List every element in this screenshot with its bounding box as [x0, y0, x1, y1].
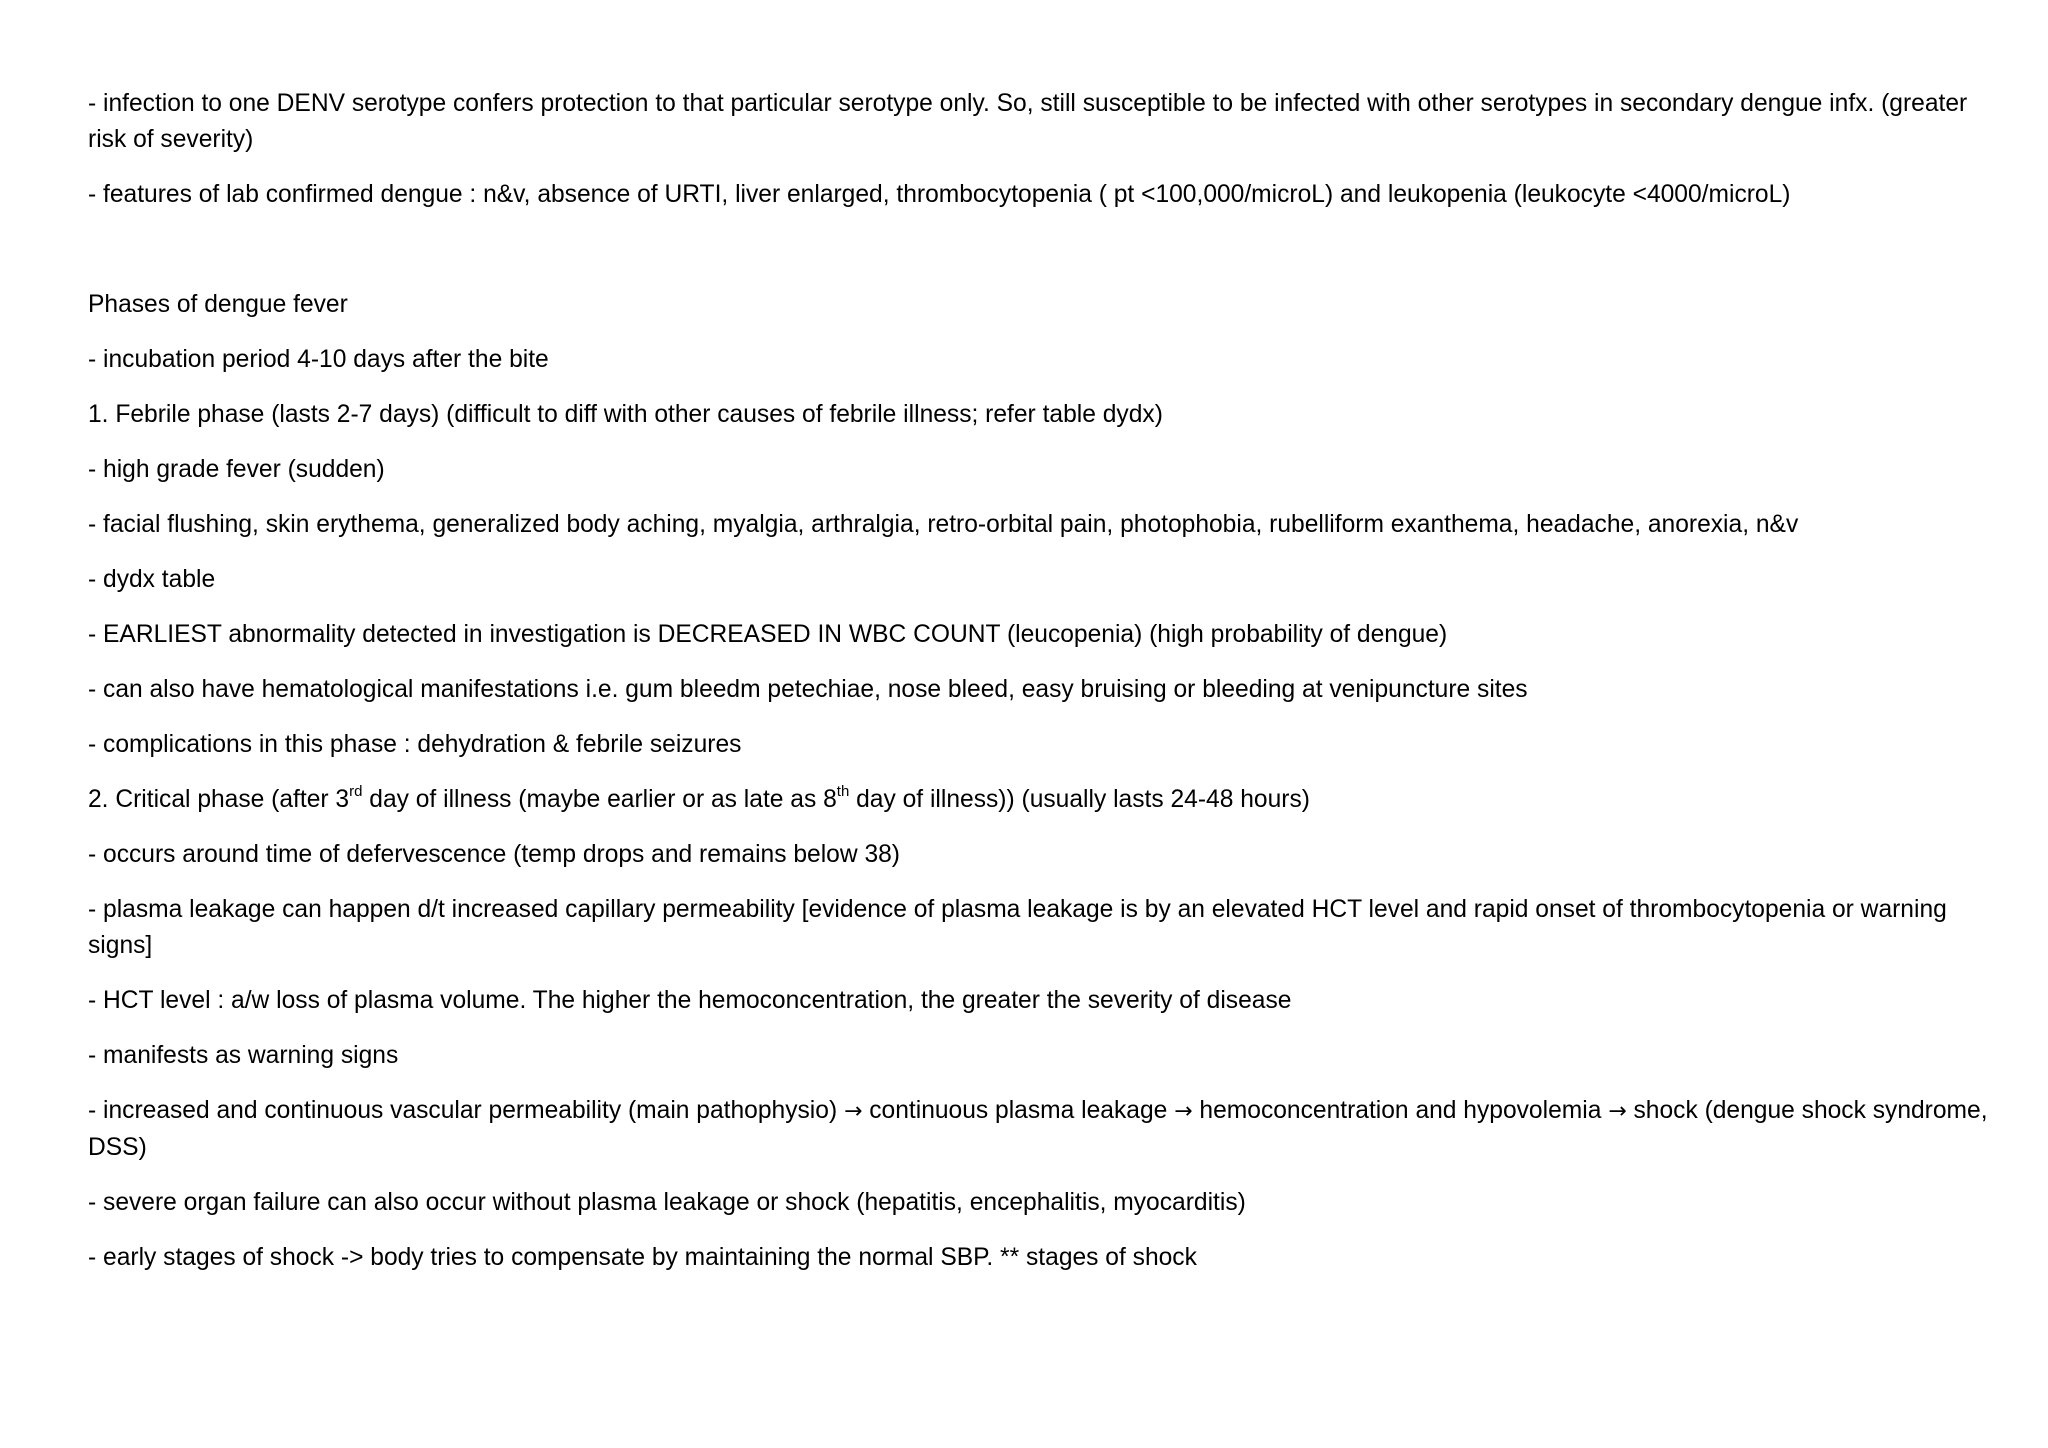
paragraph-defervescence: - occurs around time of defervescence (temp drops and remains below 38) — [88, 841, 900, 868]
paragraph-hct-level: - HCT level : a/w loss of plasma volume. The higher the hemoconcentration, the greater the severity of disease — [88, 987, 1292, 1014]
chain-text-b: continuous plasma leakage — [862, 1097, 1175, 1124]
paragraph-warning-signs: - manifests as warning signs — [88, 1042, 399, 1069]
superscript-rd: rd — [349, 782, 363, 800]
paragraph-organ-failure: - severe organ failure can also occur without plasma leakage or shock (hepatitis, encephalitis, myocarditis) — [88, 1189, 1246, 1216]
paragraph-dydx-table: - dydx table — [88, 566, 216, 593]
paragraph-critical-phase — [88, 782, 1988, 818]
chain-text-d: shock (dengue shock syndrome, DSS) — [88, 1097, 1988, 1161]
paragraph-pathophysio-chain — [88, 1093, 1988, 1166]
critical-phase-text-b: day of illness (maybe earlier or as late as 8 — [362, 786, 837, 813]
arrow-right-icon: → — [1174, 1099, 1193, 1124]
paragraph-plasma-leakage: - plasma leakage can happen d/t increased capillary permeability [evidence of plasma leakage is by an elevated HCT level and rapid onset of thrombocytopenia or warning signs] — [88, 896, 1947, 959]
paragraph-febrile-phase: 1. Febrile phase (lasts 2-7 days) (difficult to diff with other causes of febrile illness; refer table dydx) — [88, 401, 1163, 428]
superscript-th: th — [836, 782, 850, 800]
critical-phase-text-a: 2. Critical phase (after 3 — [88, 786, 350, 813]
blank-line — [88, 232, 1988, 287]
critical-phase-text-c: day of illness)) (usually lasts 24-48 hours) — [849, 786, 1310, 813]
document-page — [88, 86, 1988, 1295]
paragraph-incubation: - incubation period 4-10 days after the bite — [88, 346, 549, 373]
paragraph-high-fever: - high grade fever (sudden) — [88, 456, 385, 483]
paragraph-serotype-protection: - infection to one DENV serotype confers protection to that particular serotype only. So, still susceptible to be infected with other serotypes in secondary dengue infx. (greater risk of severity) — [88, 90, 1968, 153]
paragraph-lab-features: - features of lab confirmed dengue : n&v, absence of URTI, liver enlarged, thrombocytopenia ( pt <100,000/microL) and leukopenia (leukocyte <4000/microL) — [88, 181, 1791, 208]
arrow-right-icon: → — [843, 1099, 863, 1124]
paragraph-early-shock: - early stages of shock -> body tries to compensate by maintaining the normal SBP. ** stages of shock — [88, 1244, 1197, 1271]
paragraph-symptoms: - facial flushing, skin erythema, generalized body aching, myalgia, arthralgia, retro-orbital pain, photophobia, rubelliform exanthema, headache, anorexia, n&v — [88, 511, 1799, 538]
paragraph-complications: - complications in this phase : dehydration & febrile seizures — [88, 731, 742, 758]
paragraph-earliest-abnormality: - EARLIEST abnormality detected in investigation is DECREASED IN WBC COUNT (leucopenia) (high probability of dengue) — [88, 621, 1448, 648]
chain-text-c: hemoconcentration and hypovolemia — [1192, 1097, 1609, 1124]
chain-text-a: - increased and continuous vascular permeability (main pathophysio) — [88, 1097, 844, 1124]
arrow-right-icon: → — [1608, 1099, 1627, 1124]
section-heading-phases: Phases of dengue fever — [88, 291, 348, 318]
paragraph-hematological: - can also have hematological manifestations i.e. gum bleedm petechiae, nose bleed, easy bruising or bleeding at venipuncture sites — [88, 676, 1528, 703]
